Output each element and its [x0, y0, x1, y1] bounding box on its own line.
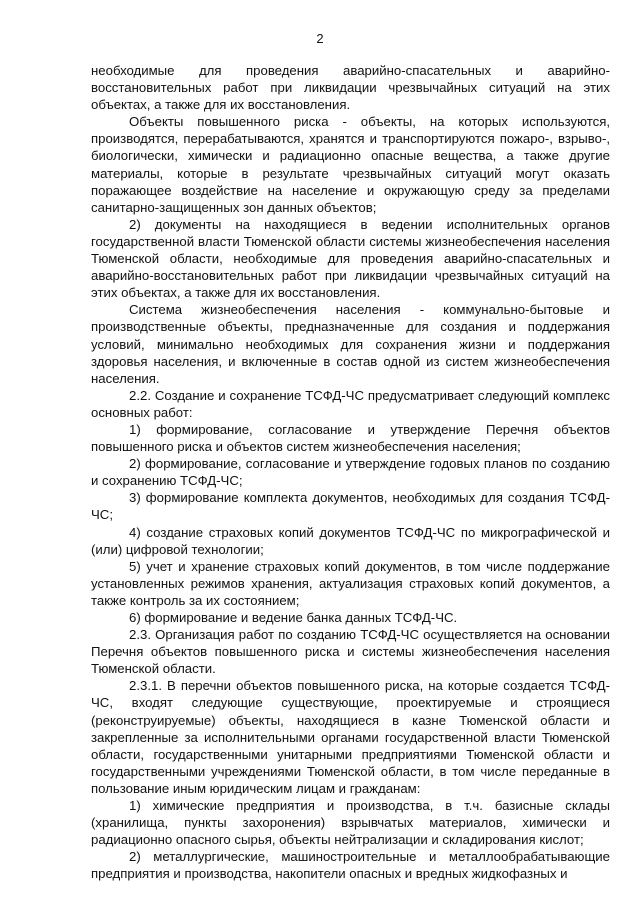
paragraph: 2.2. Создание и сохранение ТСФД-ЧС предусматривает следующий комплекс основных работ: [91, 387, 610, 420]
paragraph: необходимые для проведения аварийно-спасательных и аварийно-восстановительных работ при ликвидации чрезвычайных ситуаций на этих объектах, а также для их восстановления. [91, 63, 610, 113]
paragraph: 2) формирование, согласование и утверждение годовых планов по созданию и сохранению ТСФД-ЧС; [91, 456, 610, 489]
paragraph: 2.3. Организация работ по созданию ТСФД-ЧС осуществляется на основании Перечня объектов повышенного риска и системы жизнеобеспечения населения Тюменской области. [91, 627, 610, 677]
paragraph: Объекты повышенного риска - объекты, на которых используются, производятся, перерабатываются, хранятся и транспортируются пожаро-, взрыво-, биологически, химически и радиационно опасные вещества, а также другие материалы, которые в результате чрезвычайных ситуаций могут оказать поражающее воздействие на население и окружающую среду за пределами санитарно-защищенных зон данных объектов; [91, 114, 610, 215]
paragraph: 1) химические предприятия и производства, в т.ч. базисные склады (хранилища, пункты захоронения) взрывчатых материалов, химически и радиационно опасного сырья, объекты нейтрализации и складирования кислот; [91, 798, 610, 848]
paragraph: 2.3.1. В перечни объектов повышенного риска, на которые создается ТСФД-ЧС, входят следующие существующие, проектируемые и строящиеся (реконструируемые) объекты, находящиеся в казне Тюменской области и закрепленные за исполнительными органами государственной власти Тюменской области, государственными унитарными предприятиями Тюменской области и государственными учреждениями Тюменской области, в том числе переданные в пользование иным юридическим лицам и гражданам: [91, 678, 610, 796]
document-body [91, 62, 610, 883]
paragraph: 1) формирование, согласование и утверждение Перечня объектов повышенного риска и объектов систем жизнеобеспечения населения; [91, 421, 610, 455]
paragraph: 5) учет и хранение страховых копий документов, в том числе поддержание установленных режимов хранения, актуализация страховых копий документов, а также контроль за их состоянием; [91, 558, 610, 608]
paragraph: 2) металлургические, машиностроительные и металлообрабатывающие предприятия и производства, накопители опасных и вредных жидкофазных и [91, 849, 610, 882]
page-number: 2 [316, 31, 324, 46]
paragraph: 6) формирование и ведение банка данных ТСФД-ЧС. [129, 610, 458, 625]
paragraph: 2) документы на находящиеся в ведении исполнительных органов государственной власти Тюменской области системы жизнеобеспечения населения Тюменской области, необходимые для проведения аварийно-спасательных и аварийно-восстановительных работ при ликвидации чрезвычайных ситуаций на этих объектах, а также для их восстановления. [91, 216, 610, 301]
paragraph: 3) формирование комплекта документов, необходимых для создания ТСФД-ЧС; [91, 490, 610, 523]
paragraph: 4) создание страховых копий документов ТСФД-ЧС по микрографической и (или) цифровой технологии; [91, 524, 610, 557]
paragraph: Система жизнеобеспечения населения - коммунально-бытовые и производственные объекты, предназначенные для создания и поддержания условий, минимально необходимых для сохранения жизни и поддержания здоровья населения, и включенные в состав одной из систем жизнеобеспечения населения. [91, 302, 610, 386]
